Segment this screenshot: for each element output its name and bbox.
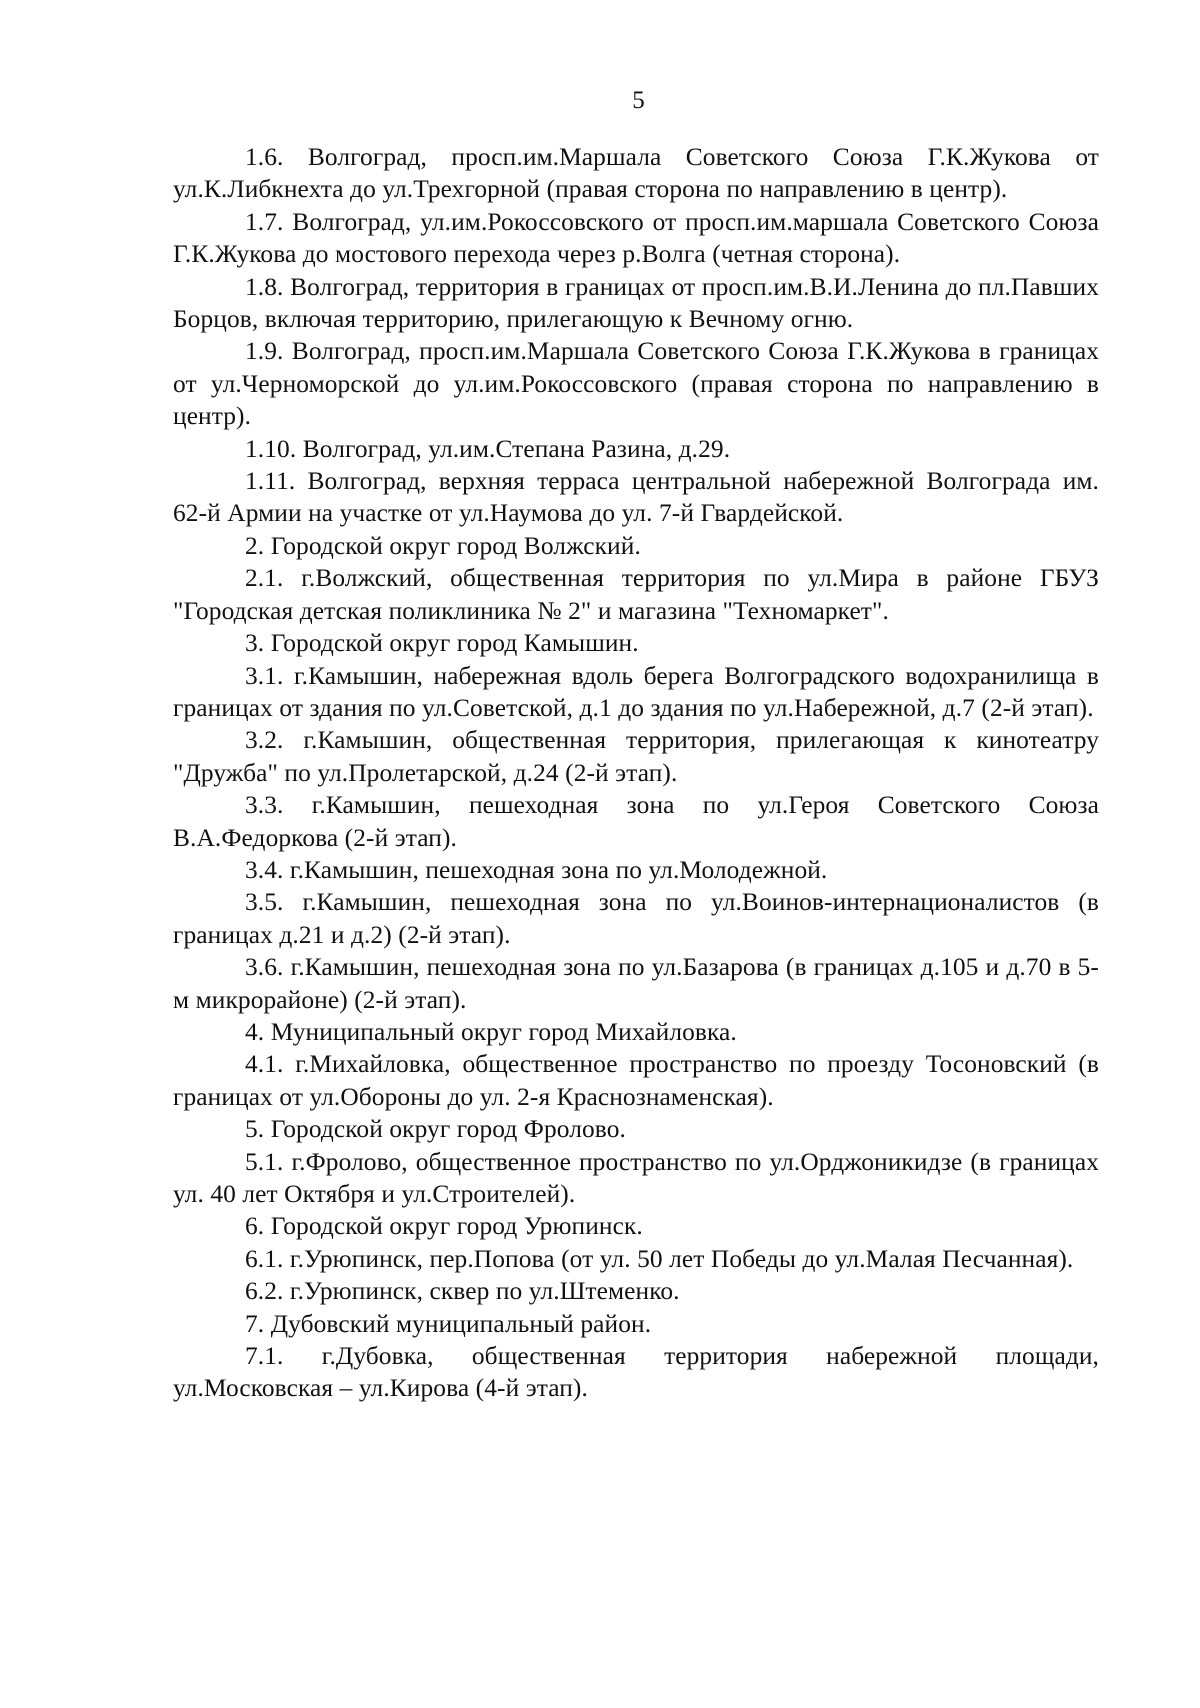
- section-heading: 7. Дубовский муниципальный район.: [245, 1309, 652, 1338]
- list-item: 5.1. г.Фролово, общественное пространство по ул.Орджоникидзе (в границах ул. 40 лет Октября и ул.Строителей).: [173, 1147, 1099, 1208]
- list-item: 6.1. г.Урюпинск, пер.Попова (от ул. 50 лет Победы до ул.Малая Песчанная).: [245, 1244, 1074, 1273]
- list-item: 3.6. г.Камышин, пешеходная зона по ул.Базарова (в границах д.105 и д.70 в 5-м микрорайоне) (2-й этап).: [173, 953, 1099, 1014]
- list-item: 1.8. Волгоград, территория в границах от просп.им.В.И.Ленина до пл.Павших Борцов, включая территорию, прилегающую к Вечному огню.: [173, 272, 1099, 334]
- section-heading: 2. Городской округ город Волжский.: [245, 531, 641, 560]
- page-number: 5: [632, 87, 645, 114]
- list-item: 1.7. Волгоград, ул.им.Рокоссовского от просп.им.маршала Советского Союза Г.К.Жукова до мостового перехода через р.Волга (четная сторона).: [173, 207, 1099, 269]
- section-heading: 6. Городской округ город Урюпинск.: [245, 1212, 643, 1241]
- document-body: [173, 141, 1099, 1405]
- list-item: 6.2. г.Урюпинск, сквер по ул.Штеменко.: [245, 1277, 680, 1306]
- list-item: 3.3. г.Камышин, пешеходная зона по ул.Героя Советского Союза В.А.Федоркова (2-й этап).: [173, 791, 1099, 852]
- list-item: 1.9. Волгоград, просп.им.Маршала Советского Союза Г.К.Жукова в границах от ул.Черноморской до ул.им.Рокоссовского (правая сторона по направлению в центр).: [173, 337, 1099, 431]
- list-item: 3.1. г.Камышин, набережная вдоль берега Волгоградского водохранилища в границах от здания по ул.Советской, д.1 до здания по ул.Набережной, д.7 (2-й этап).: [173, 661, 1099, 722]
- list-item: 1.6. Волгоград, просп.им.Маршала Советского Союза Г.К.Жукова от ул.К.Либкнехта до ул.Трехгорной (правая сторона по направлению в центр).: [173, 143, 1099, 204]
- list-item: 1.11. Волгоград, верхняя терраса центральной набережной Волгограда им. 62-й Армии на участке от ул.Наумова до ул. 7-й Гвардейской.: [173, 467, 1099, 528]
- section-heading: 4. Муниципальный округ город Михайловка.: [245, 1017, 737, 1046]
- list-item: 3.2. г.Камышин, общественная территория, прилегающая к кинотеатру "Дружба" по ул.Пролетарской, д.24 (2-й этап).: [173, 726, 1099, 787]
- section-heading: 5. Городской округ город Фролово.: [245, 1115, 626, 1144]
- list-item: 7.1. г.Дубовка, общественная территория набережной площади, ул.Московская – ул.Кирова (4-й этап).: [173, 1342, 1099, 1403]
- list-item: 3.5. г.Камышин, пешеходная зона по ул.Воинов-интернационалистов (в границах д.21 и д.2) (2-й этап).: [173, 888, 1099, 949]
- list-item: 2.1. г.Волжский, общественная территория по ул.Мира в районе ГБУЗ "Городская детская поликлиника № 2" и магазина "Техномаркет".: [173, 564, 1099, 625]
- list-item: 1.10. Волгоград, ул.им.Степана Разина, д.29.: [245, 434, 731, 463]
- list-item: 4.1. г.Михайловка, общественное пространство по проезду Тосоновский (в границах от ул.Обороны до ул. 2-я Краснознаменская).: [173, 1050, 1099, 1111]
- list-item: 3.4. г.Камышин, пешеходная зона по ул.Молодежной.: [245, 855, 828, 884]
- section-heading: 3. Городской округ город Камышин.: [245, 629, 639, 658]
